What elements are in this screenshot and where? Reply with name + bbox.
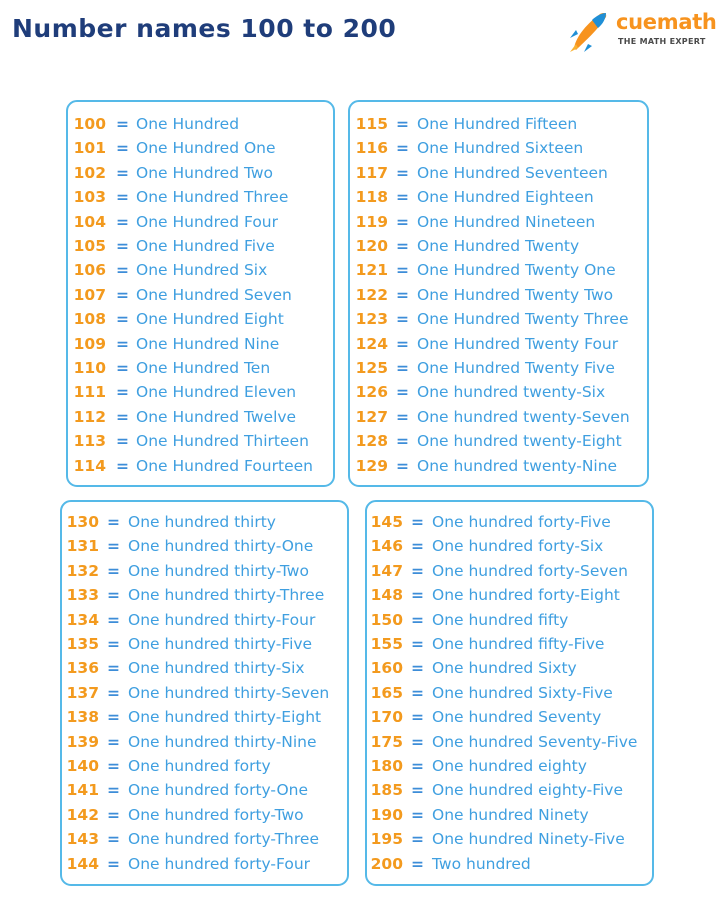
number-value: 190 [370, 805, 403, 824]
number-row [68, 405, 333, 429]
number-name: One hundred forty-Five [432, 513, 611, 531]
number-value: 110 [73, 359, 106, 377]
equals-sign: = [116, 456, 129, 475]
equals-sign: = [116, 188, 129, 207]
number-row [68, 380, 333, 404]
equals-sign: = [396, 139, 409, 158]
number-name: One hundred Sixty-Five [432, 683, 613, 702]
number-row [350, 405, 647, 429]
number-box-115-129 [348, 100, 649, 487]
number-box-100-114 [66, 100, 335, 487]
equals-sign: = [396, 456, 409, 475]
number-name: One hundred thirty-Nine [128, 732, 317, 751]
number-name: One hundred forty-Eight [432, 586, 620, 605]
number-row [367, 583, 652, 607]
equals-sign: = [396, 334, 409, 353]
number-row [367, 754, 652, 778]
number-name: One Hundred Nineteen [417, 212, 596, 231]
equals-sign: = [116, 212, 129, 231]
number-row [350, 210, 647, 234]
number-value: 126 [355, 383, 388, 402]
number-value: 145 [370, 513, 403, 531]
number-name: One hundred Seventy [432, 708, 602, 727]
number-value: 134 [66, 610, 99, 629]
number-name: One hundred forty-Three [128, 830, 319, 849]
number-row [367, 681, 652, 705]
number-name: One Hundred Seventeen [417, 163, 608, 182]
equals-sign: = [107, 732, 120, 751]
number-row [350, 258, 647, 282]
number-name: One hundred eighty [432, 757, 587, 775]
number-value: 103 [73, 188, 106, 207]
number-name: One Hundred Fifteen [417, 115, 578, 133]
equals-sign: = [107, 757, 120, 775]
number-value: 115 [355, 115, 388, 133]
number-value: 165 [370, 683, 403, 702]
number-row [367, 608, 652, 632]
number-value: 109 [73, 334, 106, 353]
number-row [62, 510, 347, 534]
number-row [68, 185, 333, 209]
number-value: 137 [66, 683, 99, 702]
number-value: 118 [355, 188, 388, 207]
number-name: One Hundred Twenty [417, 237, 580, 255]
number-row [62, 559, 347, 583]
number-name: One hundred forty-Four [128, 854, 311, 873]
number-name: One hundred thirty-Four [128, 610, 316, 629]
number-value: 138 [66, 708, 99, 727]
number-row [367, 852, 652, 876]
number-box-130-144 [60, 500, 349, 886]
equals-sign: = [411, 854, 424, 873]
number-name: One Hundred Fourteen [136, 456, 313, 475]
number-row [68, 210, 333, 234]
number-row [62, 852, 347, 876]
number-value: 111 [73, 383, 106, 402]
number-value: 175 [370, 732, 403, 751]
equals-sign: = [411, 635, 424, 653]
number-value: 102 [73, 163, 106, 182]
number-row [350, 112, 647, 136]
number-name: One hundred Ninety-Five [432, 830, 625, 849]
number-name: One hundred Seventy-Five [432, 732, 638, 751]
number-value: 160 [370, 659, 403, 678]
number-value: 122 [355, 285, 388, 304]
number-row [68, 161, 333, 185]
equals-sign: = [107, 805, 120, 824]
number-name: One hundred forty-Seven [432, 561, 628, 580]
number-box-145-200 [365, 500, 654, 886]
number-row [68, 234, 333, 258]
equals-sign: = [411, 781, 424, 800]
number-name: One hundred thirty-Two [128, 561, 309, 580]
equals-sign: = [116, 115, 129, 133]
number-row [68, 136, 333, 160]
number-value: 128 [355, 432, 388, 451]
number-row [367, 803, 652, 827]
number-name: One hundred Sixty [432, 659, 577, 678]
equals-sign: = [411, 561, 424, 580]
equals-sign: = [396, 310, 409, 329]
number-row [68, 332, 333, 356]
number-name: One Hundred Eleven [136, 383, 297, 402]
number-name: One Hundred Twenty One [417, 261, 616, 280]
rocket-icon [566, 8, 610, 54]
number-value: 114 [73, 456, 106, 475]
equals-sign: = [411, 513, 424, 531]
number-name: One hundred thirty [128, 513, 276, 531]
number-row [350, 161, 647, 185]
logo-tagline: THE MATH EXPERT [618, 37, 706, 46]
equals-sign: = [396, 115, 409, 133]
number-value: 136 [66, 659, 99, 678]
number-name: One Hundred [136, 115, 240, 133]
number-name: Two hundred [432, 854, 531, 873]
number-value: 146 [370, 537, 403, 556]
equals-sign: = [107, 708, 120, 727]
number-name: One hundred twenty-Seven [417, 407, 630, 426]
number-value: 113 [73, 432, 106, 451]
number-name: One Hundred Ten [136, 359, 271, 377]
equals-sign: = [396, 261, 409, 280]
equals-sign: = [107, 854, 120, 873]
number-value: 121 [355, 261, 388, 280]
number-name: One Hundred Nine [136, 334, 280, 353]
number-value: 180 [370, 757, 403, 775]
equals-sign: = [411, 757, 424, 775]
number-name: One hundred twenty-Nine [417, 456, 618, 475]
number-row [68, 283, 333, 307]
equals-sign: = [116, 285, 129, 304]
number-row [350, 307, 647, 331]
number-name: One Hundred Six [136, 261, 268, 280]
number-name: One Hundred Sixteen [417, 139, 584, 158]
number-row [350, 283, 647, 307]
number-row [62, 632, 347, 656]
number-row [367, 534, 652, 558]
equals-sign: = [396, 407, 409, 426]
number-name: One hundred thirty-Three [128, 586, 325, 605]
number-value: 200 [370, 854, 403, 873]
equals-sign: = [116, 383, 129, 402]
equals-sign: = [107, 586, 120, 605]
number-row [62, 534, 347, 558]
number-value: 195 [370, 830, 403, 849]
equals-sign: = [411, 805, 424, 824]
equals-sign: = [396, 188, 409, 207]
logo-brand: cuemath [616, 10, 717, 34]
number-row [367, 730, 652, 754]
number-value: 104 [73, 212, 106, 231]
number-name: One hundred fifty-Five [432, 635, 605, 653]
number-value: 125 [355, 359, 388, 377]
equals-sign: = [107, 659, 120, 678]
number-row [367, 656, 652, 680]
equals-sign: = [116, 334, 129, 353]
number-value: 123 [355, 310, 388, 329]
number-name: One hundred twenty-Six [417, 383, 606, 402]
equals-sign: = [411, 732, 424, 751]
number-value: 155 [370, 635, 403, 653]
number-value: 117 [355, 163, 388, 182]
number-value: 170 [370, 708, 403, 727]
number-name: One Hundred Twenty Five [417, 359, 615, 377]
number-row [62, 754, 347, 778]
number-row [62, 730, 347, 754]
number-name: One Hundred Thirteen [136, 432, 309, 451]
number-name: One hundred thirty-Five [128, 635, 313, 653]
number-row [367, 778, 652, 802]
number-value: 131 [66, 537, 99, 556]
number-name: One hundred twenty-Eight [417, 432, 622, 451]
number-row [62, 656, 347, 680]
equals-sign: = [396, 383, 409, 402]
equals-sign: = [107, 537, 120, 556]
equals-sign: = [107, 781, 120, 800]
equals-sign: = [107, 561, 120, 580]
number-row [350, 454, 647, 478]
number-value: 124 [355, 334, 388, 353]
equals-sign: = [116, 237, 129, 255]
number-name: One Hundred Eight [136, 310, 284, 329]
equals-sign: = [411, 610, 424, 629]
number-row [68, 454, 333, 478]
equals-sign: = [411, 683, 424, 702]
number-value: 120 [355, 237, 388, 255]
equals-sign: = [107, 610, 120, 629]
number-row [68, 307, 333, 331]
number-value: 101 [73, 139, 106, 158]
number-name: One hundred thirty-One [128, 537, 314, 556]
equals-sign: = [396, 432, 409, 451]
number-name: One hundred thirty-Seven [128, 683, 330, 702]
number-value: 100 [73, 115, 106, 133]
number-row [68, 112, 333, 136]
equals-sign: = [396, 359, 409, 377]
number-name: One Hundred Twelve [136, 407, 297, 426]
number-row [62, 803, 347, 827]
number-value: 105 [73, 237, 106, 255]
number-name: One hundred forty-One [128, 781, 309, 800]
number-value: 116 [355, 139, 388, 158]
number-value: 108 [73, 310, 106, 329]
equals-sign: = [396, 285, 409, 304]
equals-sign: = [411, 830, 424, 849]
number-row [350, 332, 647, 356]
equals-sign: = [411, 659, 424, 678]
number-row [62, 608, 347, 632]
number-value: 147 [370, 561, 403, 580]
number-value: 132 [66, 561, 99, 580]
number-name: One Hundred Two [136, 163, 274, 182]
number-row [367, 827, 652, 851]
equals-sign: = [411, 586, 424, 605]
number-name: One Hundred Four [136, 212, 279, 231]
number-value: 143 [66, 830, 99, 849]
number-name: One Hundred Three [136, 188, 289, 207]
number-row [62, 778, 347, 802]
number-name: One Hundred Twenty Four [417, 334, 619, 353]
number-name: One Hundred Eighteen [417, 188, 594, 207]
number-value: 112 [73, 407, 106, 426]
number-row [367, 705, 652, 729]
equals-sign: = [411, 708, 424, 727]
equals-sign: = [396, 212, 409, 231]
number-row [367, 632, 652, 656]
equals-sign: = [116, 310, 129, 329]
number-name: One hundred forty [128, 757, 271, 775]
equals-sign: = [396, 163, 409, 182]
number-name: One hundred forty-Two [128, 805, 304, 824]
number-value: 142 [66, 805, 99, 824]
number-row [350, 234, 647, 258]
number-row [350, 356, 647, 380]
number-row [62, 827, 347, 851]
number-row [68, 356, 333, 380]
number-value: 129 [355, 456, 388, 475]
number-value: 140 [66, 757, 99, 775]
number-value: 144 [66, 854, 99, 873]
number-name: One Hundred Twenty Three [417, 310, 629, 329]
page-title: Number names 100 to 200 [12, 14, 397, 43]
number-value: 139 [66, 732, 99, 751]
number-value: 127 [355, 407, 388, 426]
number-value: 133 [66, 586, 99, 605]
number-name: One Hundred Five [136, 237, 275, 255]
number-row [62, 705, 347, 729]
number-row [68, 258, 333, 282]
number-value: 107 [73, 285, 106, 304]
equals-sign: = [116, 261, 129, 280]
cuemath-logo [566, 8, 716, 54]
number-value: 130 [66, 513, 99, 531]
equals-sign: = [107, 683, 120, 702]
number-name: One hundred thirty-Six [128, 659, 305, 678]
equals-sign: = [116, 359, 129, 377]
number-row [350, 136, 647, 160]
number-row [350, 429, 647, 453]
equals-sign: = [116, 432, 129, 451]
number-row [350, 380, 647, 404]
equals-sign: = [116, 139, 129, 158]
number-name: One Hundred Seven [136, 285, 292, 304]
number-name: One Hundred One [136, 139, 276, 158]
number-row [367, 559, 652, 583]
number-value: 148 [370, 586, 403, 605]
equals-sign: = [116, 163, 129, 182]
number-value: 135 [66, 635, 99, 653]
number-value: 106 [73, 261, 106, 280]
equals-sign: = [116, 407, 129, 426]
number-row [62, 583, 347, 607]
number-name: One hundred forty-Six [432, 537, 604, 556]
number-value: 150 [370, 610, 403, 629]
number-value: 141 [66, 781, 99, 800]
equals-sign: = [107, 830, 120, 849]
number-row [62, 681, 347, 705]
equals-sign: = [107, 513, 120, 531]
equals-sign: = [396, 237, 409, 255]
equals-sign: = [107, 635, 120, 653]
number-value: 185 [370, 781, 403, 800]
number-row [367, 510, 652, 534]
number-value: 119 [355, 212, 388, 231]
number-row [68, 429, 333, 453]
number-name: One hundred thirty-Eight [128, 708, 322, 727]
equals-sign: = [411, 537, 424, 556]
number-row [350, 185, 647, 209]
number-name: One hundred fifty [432, 610, 569, 629]
number-name: One Hundred Twenty Two [417, 285, 614, 304]
number-name: One hundred eighty-Five [432, 781, 624, 800]
number-name: One hundred Ninety [432, 805, 589, 824]
